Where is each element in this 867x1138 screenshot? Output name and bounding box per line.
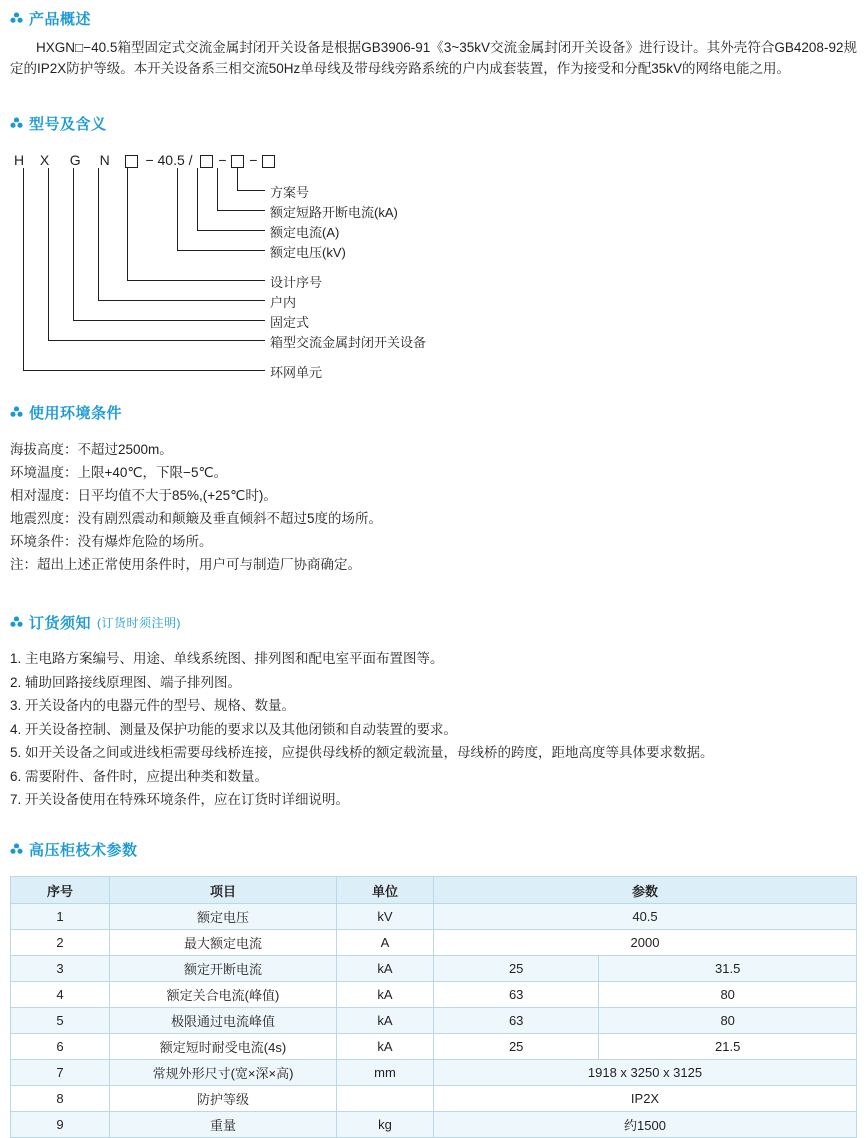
environment-item-altitude: 海拔高度：不超过2500m。 — [10, 442, 173, 457]
cell-param-combined: 40.5 — [434, 904, 857, 930]
section-heading-model — [10, 113, 107, 134]
overview-text: HXGN□−40.5箱型固定式交流金属封闭开关设备是根据GB3906-91《3~35kV交流金属封闭开关设备》进行设计。其外壳符合GB4208-92规定的IP2X防护等级。本开关设备系三相交流50Hz单母线及带母线旁路系统的户内成套装置，作为接受和分配35kV的网络电能之用。 — [10, 40, 857, 76]
model-letter-n: N — [99, 152, 110, 168]
col-header-no: 序号 — [11, 877, 110, 904]
leader-hline-box — [48, 340, 265, 341]
cell-no: 7 — [11, 1060, 110, 1086]
model-label-rated-voltage: 额定电压(kV) — [270, 245, 346, 260]
cell-unit: kA — [337, 982, 434, 1008]
flower-icon — [10, 12, 23, 25]
cell-item: 防护等级 — [110, 1086, 337, 1112]
cell-param-2: 21.5 — [599, 1034, 857, 1060]
table-row — [11, 1086, 857, 1112]
model-label-indoor: 户内 — [270, 295, 297, 310]
model-label-breaking-current: 额定短路开断电流(kA) — [270, 205, 398, 220]
cell-no: 6 — [11, 1034, 110, 1060]
model-label-ring-unit: 环网单元 — [270, 365, 323, 380]
cell-item: 极限通过电流峰值 — [110, 1008, 337, 1034]
overview-paragraph — [10, 37, 857, 79]
order-note-1: 1. 主电路方案编号、用途、单线系统图、排列图和配电室平面布置图等。 — [10, 651, 444, 666]
model-label-rated-current: 额定电流(A) — [270, 225, 340, 240]
cell-item: 最大额定电流 — [110, 930, 337, 956]
table-row — [11, 1008, 857, 1034]
col-header-params: 参数 — [434, 877, 857, 904]
order-note-6: 6. 需要附件、备件时，应提出种类和数量。 — [10, 768, 269, 784]
model-code-row — [14, 152, 276, 168]
leader-vline-design — [127, 168, 128, 280]
cell-unit: A — [337, 930, 434, 956]
section-title-model: 型号及含义 — [29, 116, 107, 133]
cell-param-2: 31.5 — [599, 956, 857, 982]
table-row — [11, 1112, 857, 1138]
leader-hline-fixed — [73, 320, 265, 321]
environment-item-conditions: 环境条件：没有爆炸危险的场所。 — [10, 534, 213, 549]
leader-hline-scheme — [237, 190, 265, 191]
table-header-row — [11, 877, 857, 904]
leader-hline-current — [197, 230, 265, 231]
model-box-design — [125, 155, 138, 168]
section-heading-environment — [10, 402, 122, 423]
leader-vline-ring — [23, 168, 24, 370]
leader-vline-box — [48, 168, 49, 340]
model-label-design-no: 设计序号 — [270, 275, 323, 290]
cell-param-2: 80 — [599, 982, 857, 1008]
cell-no: 9 — [11, 1112, 110, 1138]
model-box-breaking — [231, 155, 244, 168]
cell-item: 额定短时耐受电流(4s) — [110, 1034, 337, 1060]
leader-hline-breaking — [217, 210, 265, 211]
cell-unit: kV — [337, 904, 434, 930]
cell-param-1: 63 — [434, 982, 599, 1008]
order-notes-list — [10, 647, 857, 812]
cell-param-combined: 1918 x 3250 x 3125 — [434, 1060, 857, 1086]
table-row — [11, 982, 857, 1008]
cell-item: 重量 — [110, 1112, 337, 1138]
model-label-box-type: 箱型交流金属封闭开关设备 — [270, 335, 427, 350]
cell-param-combined: 2000 — [434, 930, 857, 956]
cell-no: 2 — [11, 930, 110, 956]
order-note-2: 2. 辅助回路接线原理图、端子排列图。 — [10, 674, 242, 690]
environment-item-humidity: 相对湿度：日平均值不大于85%,(+25℃时)。 — [10, 488, 277, 503]
leader-vline-scheme — [237, 168, 238, 190]
cell-item: 额定开断电流 — [110, 956, 337, 982]
cell-param-combined: IP2X — [434, 1086, 857, 1112]
model-letter-x: X — [39, 152, 50, 168]
cell-no: 5 — [11, 1008, 110, 1034]
flower-icon — [10, 616, 23, 629]
table-row — [11, 1060, 857, 1086]
specs-table-head — [11, 877, 857, 904]
order-note-4: 4. 开关设备控制、测量及保护功能的要求以及其他闭锁和自动装置的要求。 — [10, 721, 458, 737]
section-heading-specs — [10, 839, 138, 860]
cell-no: 4 — [11, 982, 110, 1008]
model-code-tail: − 40.5 / — [145, 152, 193, 168]
cell-no: 3 — [11, 956, 110, 982]
leader-vline-breaking — [217, 168, 218, 210]
model-letter-g: G — [69, 152, 81, 168]
table-row — [11, 930, 857, 956]
col-header-unit: 单位 — [337, 877, 434, 904]
cell-unit: kg — [337, 1112, 434, 1138]
section-title-environment: 使用环境条件 — [29, 405, 123, 422]
model-letter-h: H — [14, 152, 25, 168]
model-sep-2: − — [249, 152, 258, 168]
section-heading-order — [10, 612, 181, 633]
leader-hline-ring — [23, 370, 265, 371]
model-sep-1: − — [218, 152, 227, 168]
cell-unit — [337, 1086, 434, 1112]
environment-item-temperature: 环境温度：上限+40℃，下限−5℃。 — [10, 465, 228, 480]
model-designation-diagram — [10, 152, 857, 392]
cell-unit: kA — [337, 956, 434, 982]
flower-icon — [10, 406, 23, 419]
section-subtitle-order: (订货时须注明) — [97, 616, 182, 630]
col-header-item: 项目 — [110, 877, 337, 904]
model-box-scheme — [262, 155, 275, 168]
environment-list — [10, 438, 857, 576]
cell-no: 8 — [11, 1086, 110, 1112]
cell-unit: mm — [337, 1060, 434, 1086]
cell-param-combined: 约1500 — [434, 1112, 857, 1138]
cell-item: 常规外形尺寸(宽×深×高) — [110, 1060, 337, 1086]
leader-vline-voltage — [177, 168, 178, 250]
model-label-scheme: 方案号 — [270, 185, 310, 200]
flower-icon — [10, 843, 23, 856]
leader-hline-design — [127, 280, 265, 281]
cell-item: 额定电压 — [110, 904, 337, 930]
leader-hline-voltage — [177, 250, 265, 251]
cell-no: 1 — [11, 904, 110, 930]
cell-unit: kA — [337, 1034, 434, 1060]
leader-vline-indoor — [98, 168, 99, 300]
cell-param-1: 25 — [434, 956, 599, 982]
section-title-specs: 高压柜枝术参数 — [29, 842, 138, 859]
cell-param-1: 25 — [434, 1034, 599, 1060]
cell-item: 额定关合电流(峰值) — [110, 982, 337, 1008]
cell-unit: kA — [337, 1008, 434, 1034]
table-row — [11, 956, 857, 982]
table-row — [11, 1034, 857, 1060]
section-title-order: 订货须知 — [29, 615, 92, 632]
cell-param-1: 63 — [434, 1008, 599, 1034]
order-note-5: 5. 如开关设备之间或进线柜需要母线桥连接，应提供母线桥的额定载流量，母线桥的跨度，距地高度等具体要求数据。 — [10, 745, 714, 760]
environment-item-note: 注：超出上述正常使用条件时，用户可与制造厂协商确定。 — [10, 557, 361, 572]
section-heading-overview — [10, 8, 91, 29]
order-note-7: 7. 开关设备使用在特殊环境条件，应在订货时详细说明。 — [10, 792, 350, 807]
environment-item-seismic: 地震烈度：没有剧烈震动和颠簸及垂直倾斜不超过5度的场所。 — [10, 511, 383, 526]
cell-param-2: 80 — [599, 1008, 857, 1034]
flower-icon — [10, 117, 23, 130]
section-title-overview: 产品概述 — [29, 11, 92, 28]
specs-table-body — [11, 904, 857, 1138]
order-note-3: 3. 开关设备内的电器元件的型号、规格、数量。 — [10, 698, 296, 713]
model-label-fixed: 固定式 — [270, 315, 310, 330]
leader-vline-current — [197, 168, 198, 230]
specs-table — [10, 876, 857, 1138]
table-row — [11, 904, 857, 930]
leader-vline-fixed — [73, 168, 74, 320]
model-box-current — [200, 155, 213, 168]
leader-hline-indoor — [98, 300, 265, 301]
